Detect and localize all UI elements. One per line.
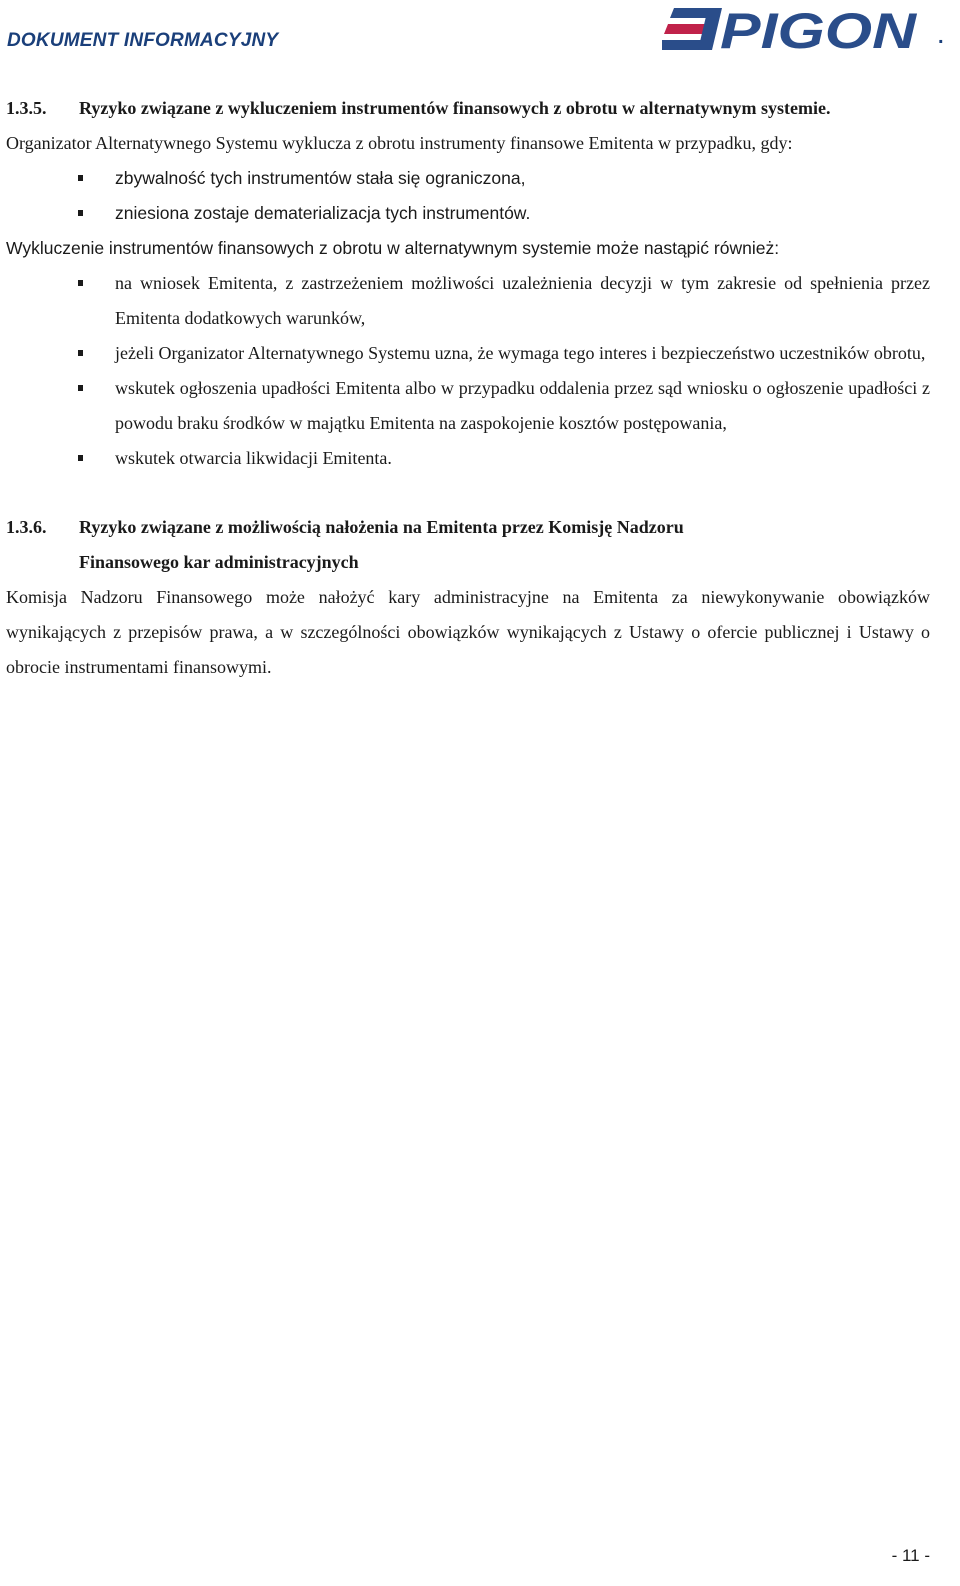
- bullet-icon: [78, 385, 83, 391]
- list-item-text: wskutek ogłoszenia upadłości Emitenta albo w przypadku oddalenia przez sąd wniosku o ogłoszenie upadłości z powodu braku środków w majątku Emitenta na zaspokojenie kosztów postępowania,: [115, 378, 930, 433]
- list-item-text: zniesiona zostaje dematerializacja tych instrumentów.: [115, 203, 531, 223]
- section-heading-1-3-6: [6, 510, 930, 580]
- list-item: [6, 371, 930, 441]
- bullet-icon: [78, 175, 83, 181]
- section-gap: [6, 476, 930, 510]
- list-item-text: wskutek otwarcia likwidacji Emitenta.: [115, 448, 392, 468]
- bullet-icon: [78, 455, 83, 461]
- list-item: [6, 441, 930, 476]
- list-item: [6, 336, 930, 371]
- list-item-text: na wniosek Emitenta, z zastrzeżeniem możliwości uzależnienia decyzji w tym zakresie od spełnienia przez Emitenta dodatkowych warunków,: [115, 273, 930, 328]
- bullet-icon: [78, 280, 83, 286]
- section-paragraph-2: Wykluczenie instrumentów finansowych z obrotu w alternatywnym systemie może nastąpić również:: [6, 238, 780, 258]
- section-intro-paragraph: Organizator Alternatywnego Systemu wyklucza z obrotu instrumenty finansowe Emitenta w przypadku, gdy:: [6, 133, 793, 153]
- list-item-text: jeżeli Organizator Alternatywnego Systemu uzna, że wymaga tego interes i bezpieczeństwo uczestników obrotu,: [115, 343, 926, 363]
- section-title: Ryzyko związane z możliwością nałożenia na Emitenta przez Komisję Nadzoru Finansowego kar administracyjnych: [79, 517, 684, 572]
- section-number: 1.3.5.: [6, 98, 47, 118]
- list-item: [6, 266, 930, 336]
- document-body: [6, 91, 930, 685]
- section-heading-1-3-5: [6, 91, 930, 126]
- logo-text: PIGON: [720, 4, 918, 54]
- section-title: Ryzyko związane z wykluczeniem instrumentów finansowych z obrotu w alternatywnym systemie.: [79, 98, 831, 118]
- list-item: [6, 196, 930, 231]
- bullet-icon: [78, 210, 83, 216]
- bullet-list-exclusion-conditions: [6, 161, 930, 231]
- section-number: 1.3.6.: [6, 517, 47, 537]
- company-logo: [662, 4, 918, 54]
- list-item: [6, 161, 930, 196]
- section-body-paragraph: Komisja Nadzoru Finansowego może nałożyć kary administracyjne na Emitenta za niewykonywanie obowiązków wynikających z przepisów prawa, a w szczególności obowiązków wynikających z Ustawy o ofercie publicznej i Ustawy o obrocie instrumentami finansowymi.: [6, 587, 930, 677]
- document-header-title: DOKUMENT INFORMACYJNY: [7, 30, 279, 51]
- page-number: - 11 -: [891, 1546, 930, 1565]
- header-dot: .: [938, 26, 944, 48]
- bullet-icon: [78, 350, 83, 356]
- bullet-list-additional-exclusion: [6, 266, 930, 476]
- list-item-text: zbywalność tych instrumentów stała się ograniczona,: [115, 168, 526, 188]
